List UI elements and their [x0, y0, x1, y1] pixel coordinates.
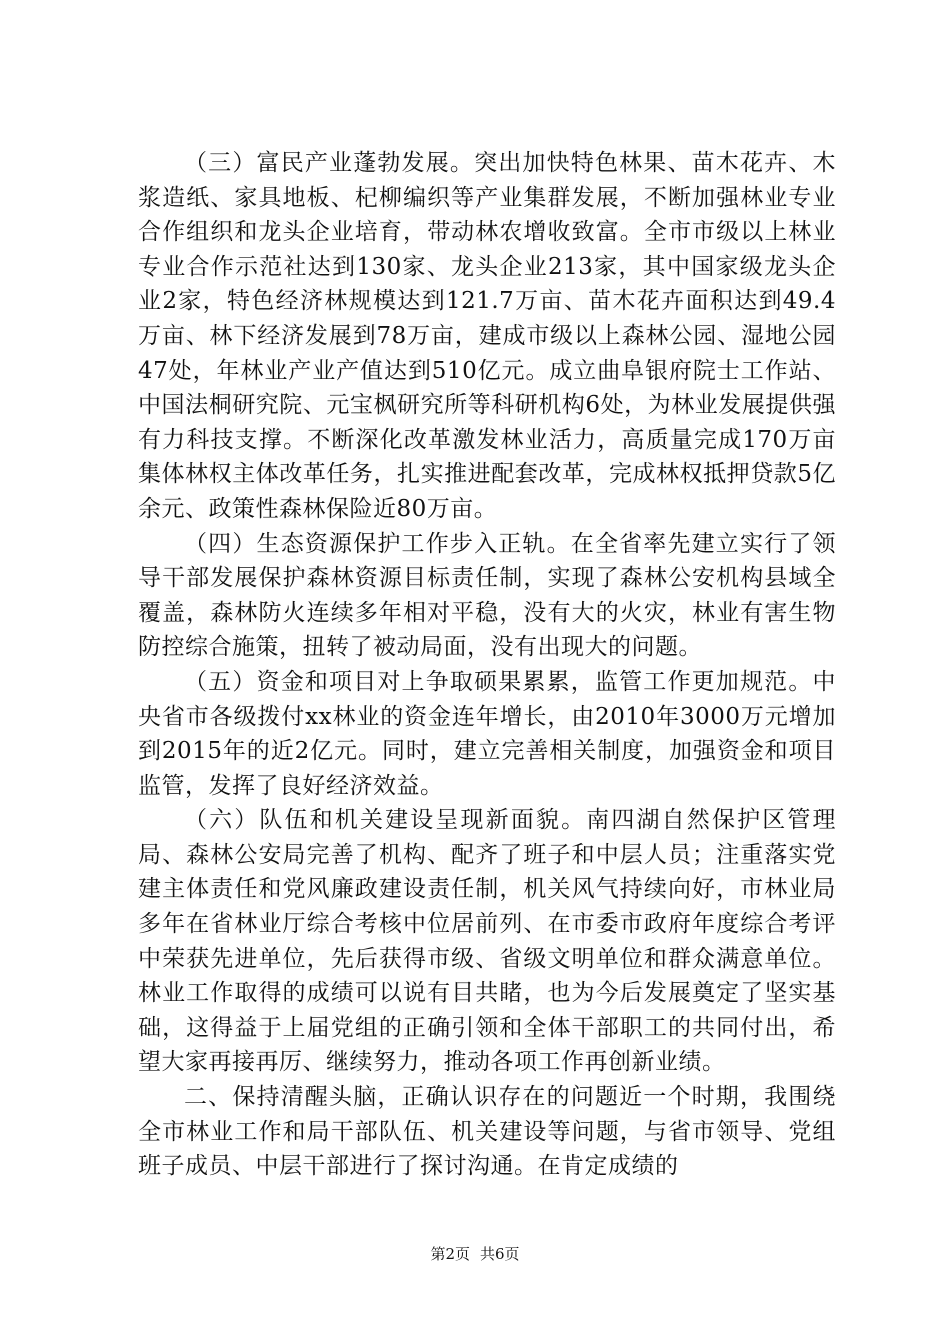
page-number: 第2页 [430, 1245, 470, 1263]
document-body [138, 146, 836, 1184]
paragraph-funding: （五）资金和项目对上争取硕果累累，监管工作更加规范。中央省市各级拨付xx林业的资金连年增长，由2010年3000万元增加到2015年的近2亿元。同时，建立完善相关制度，加强资金和项目监管，发挥了良好经济效益。 [138, 668, 836, 799]
paragraph-team-building: （六）队伍和机关建设呈现新面貌。南四湖自然保护区管理局、森林公安局完善了机构、配齐了班子和中层人员；注重落实党建主体责任和党风廉政建设责任制，机关风气持续向好，市林业局多年在省林业厅综合考核中位居前列、在市委市政府年度综合考评中荣获先进单位，先后获得市级、省级文明单位和群众满意单位。林业工作取得的成绩可以说有目共睹，也为今后发展奠定了坚实基础，这得益于上届党组的正确引领和全体干部职工的共同付出，希望大家再接再厉、继续努力，推动各项工作再创新业绩。 [138, 807, 836, 1076]
paragraph-problems: 二、保持清醒头脑，正确认识存在的问题近一个时期，我围绕全市林业工作和局干部队伍、机关建设等问题，与省市领导、党组班子成员、中层干部进行了探讨沟通。在肯定成绩的 [138, 1084, 836, 1180]
page-footer [0, 1244, 950, 1264]
page-total: 共6页 [480, 1245, 520, 1263]
paragraph-resource-protection: （四）生态资源保护工作步入正轨。在全省率先建立实行了领导干部发展保护森林资源目标责任制，实现了森林公安机构县域全覆盖，森林防火连续多年相对平稳，没有大的火灾，林业有害生物防控综合施策，扭转了被动局面，没有出现大的问题。 [138, 530, 836, 661]
paragraph-industry: （三）富民产业蓬勃发展。突出加快特色林果、苗木花卉、木浆造纸、家具地板、杞柳编织等产业集群发展，不断加强林业专业合作组织和龙头企业培育，带动林农增收致富。全市市级以上林业专业合作示范社达到130家、龙头企业213家，其中国家级龙头企业2家，特色经济林规模达到121.7万亩、苗木花卉面积达到49.4万亩、林下经济发展到78万亩，建成市级以上森林公园、湿地公园47处，年林业产业产值达到510亿元。成立曲阜银府院士工作站、中国法桐研究院、元宝枫研究所等科研机构6处，为林业发展提供强有力科技支撑。不断深化改革激发林业活力，高质量完成170万亩集体林权主体改革任务，扎实推进配套改革，完成林权抵押贷款5亿余元、政策性森林保险近80万亩。 [138, 150, 836, 522]
